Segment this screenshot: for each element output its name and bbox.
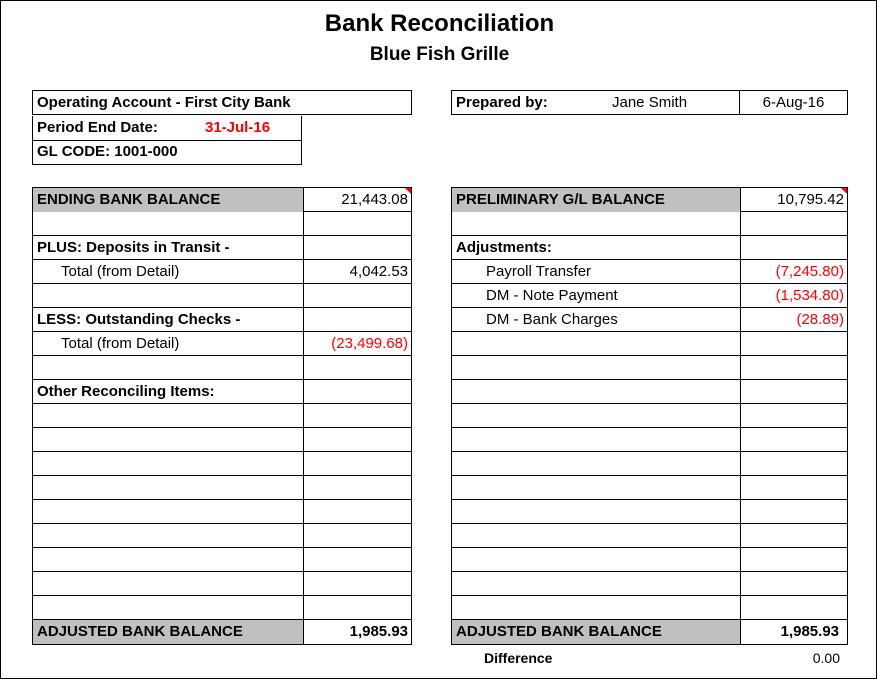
- table-row: [452, 260, 847, 284]
- adjustment-label: DM - Note Payment: [486, 287, 618, 304]
- preliminary-gl-balance-value: 10,795.42: [740, 188, 847, 212]
- table-row: [33, 188, 411, 212]
- table-row: [452, 380, 847, 404]
- adjusted-bank-balance-label: ADJUSTED BANK BALANCE: [33, 620, 303, 644]
- checks-total-value: (23,499.68): [303, 332, 411, 356]
- period-end-row: [32, 116, 302, 141]
- deposits-total-label: Total (from Detail): [61, 263, 180, 280]
- adjustment-value: (28.89): [740, 308, 847, 332]
- adjustment-label: Payroll Transfer: [486, 263, 592, 280]
- table-row: [452, 500, 847, 524]
- table-row: [33, 476, 411, 500]
- table-row: [33, 404, 411, 428]
- comment-marker-icon[interactable]: [841, 188, 847, 194]
- table-row: [33, 524, 411, 548]
- adjustment-value: (7,245.80): [740, 260, 847, 284]
- deposits-label: PLUS: Deposits in Transit -: [37, 239, 230, 256]
- comment-marker-icon[interactable]: [405, 188, 411, 194]
- table-row: [33, 548, 411, 572]
- prepared-by-row: [451, 90, 740, 115]
- table-row: [452, 284, 847, 308]
- gl-adjusted-balance-value: 1,985.93: [740, 620, 847, 644]
- adjustment-label: DM - Bank Charges: [486, 311, 618, 328]
- table-row: [452, 572, 847, 596]
- table-row: [452, 332, 847, 356]
- table-row: [33, 212, 411, 236]
- other-items-label: Other Reconciling Items:: [37, 383, 215, 400]
- period-end-label: Period End Date:: [37, 119, 158, 136]
- table-row: [452, 428, 847, 452]
- table-row: [452, 308, 847, 332]
- prepared-date: 6-Aug-16: [739, 90, 848, 115]
- table-row: [452, 356, 847, 380]
- account-name: Operating Account - First City Bank: [32, 90, 412, 115]
- page-title: Bank Reconciliation: [324, 10, 555, 37]
- table-row: [33, 428, 411, 452]
- table-row: [33, 620, 411, 644]
- table-row: [33, 596, 411, 620]
- table-row: [452, 548, 847, 572]
- preliminary-gl-balance-label: PRELIMINARY G/L BALANCE: [452, 188, 740, 212]
- table-row: [33, 500, 411, 524]
- table-row: [33, 308, 411, 332]
- company-name: Blue Fish Grille: [369, 44, 510, 65]
- table-row: [33, 452, 411, 476]
- gl-code: GL CODE: 1001-000: [32, 140, 302, 165]
- adjustments-label: Adjustments:: [456, 239, 552, 256]
- table-row: [452, 452, 847, 476]
- period-end-value: 31-Jul-16: [205, 119, 271, 136]
- difference-value: 0.00: [812, 650, 840, 666]
- table-row: [33, 260, 411, 284]
- table-row: [33, 236, 411, 260]
- ending-bank-balance-value: 21,443.08: [303, 188, 411, 212]
- checks-total-label: Total (from Detail): [61, 335, 180, 352]
- table-row: [452, 212, 847, 236]
- prepared-by-name: Jane Smith: [612, 94, 688, 111]
- gl-grid: [451, 187, 848, 645]
- table-row: [33, 356, 411, 380]
- table-row: [452, 620, 847, 644]
- table-row: [33, 284, 411, 308]
- table-row: [452, 524, 847, 548]
- table-row: [33, 332, 411, 356]
- ending-bank-balance-label: ENDING BANK BALANCE: [33, 188, 303, 212]
- table-row: [452, 236, 847, 260]
- adjusted-bank-balance-value: 1,985.93: [303, 620, 411, 644]
- table-row: [452, 476, 847, 500]
- table-row: [452, 188, 847, 212]
- difference-label: Difference: [484, 650, 553, 666]
- table-row: [452, 404, 847, 428]
- adjustment-value: (1,534.80): [740, 284, 847, 308]
- prepared-by-label: Prepared by:: [456, 94, 548, 111]
- checks-label: LESS: Outstanding Checks -: [37, 311, 241, 328]
- table-row: [33, 572, 411, 596]
- table-row: [452, 596, 847, 620]
- table-row: [33, 380, 411, 404]
- bank-grid: [32, 187, 412, 645]
- gl-adjusted-balance-label: ADJUSTED BANK BALANCE: [452, 620, 740, 644]
- deposits-total-value: 4,042.53: [303, 260, 411, 284]
